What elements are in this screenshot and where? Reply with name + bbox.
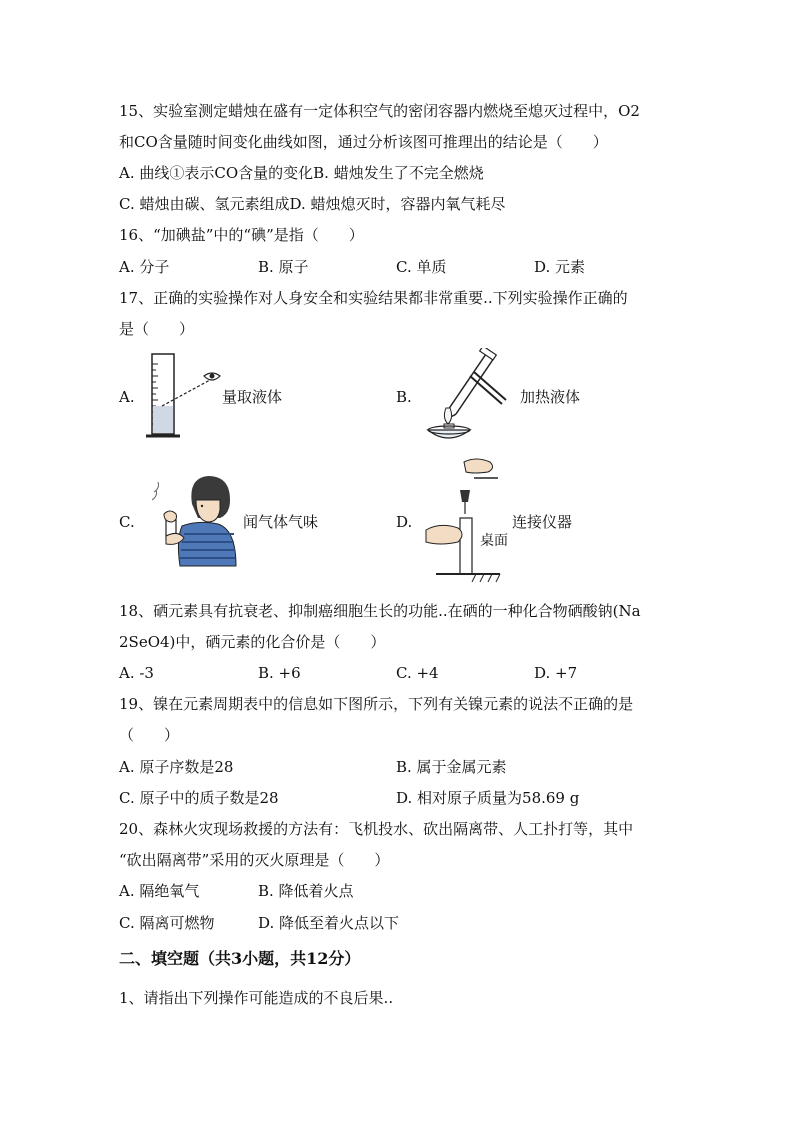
q17-stem-line2: 是（ ） bbox=[119, 320, 195, 338]
q19-stem-line2: （ ） bbox=[119, 726, 180, 744]
q18-option-d: D. +7 bbox=[534, 664, 578, 682]
q18-option-c: C. +4 bbox=[396, 664, 439, 682]
q17-option-d-caption: 连接仪器 bbox=[512, 513, 573, 531]
graduated-cylinder-illustration bbox=[140, 350, 230, 442]
q19-stem-line1: 19、镍在元素周期表中的信息如下图所示，下列有关镍元素的说法不正确的是 bbox=[119, 695, 634, 713]
q17-option-d-letter: D. bbox=[396, 513, 413, 531]
q18-stem-line1: 18、硒元素具有抗衰老、抑制癌细胞生长的功能..在硒的一种化合物硒酸钠(Na bbox=[119, 602, 641, 620]
q20-option-a: A. 隔绝氧气 bbox=[119, 882, 200, 900]
q20-option-b: B. 降低着火点 bbox=[258, 882, 354, 900]
section2-q1-stem: 1、请指出下列操作可能造成的不良后果.. bbox=[119, 989, 394, 1007]
q20-stem-line1: 20、森林火灾现场救援的方法有：飞机投水、砍出隔离带、人工扑打等，其中 bbox=[119, 820, 634, 838]
connecting-apparatus-illustration bbox=[424, 454, 504, 586]
q15-options-ab: A. 曲线①表示CO含量的变化B. 蜡烛发生了不完全燃烧 bbox=[119, 164, 484, 182]
q15-options-cd: C. 蜡烛由碳、氢元素组成D. 蜡烛熄灭时，容器内氧气耗尽 bbox=[119, 195, 506, 213]
q18-option-b: B. +6 bbox=[258, 664, 301, 682]
q16-option-c: C. 单质 bbox=[396, 258, 447, 276]
q16-option-b: B. 原子 bbox=[258, 258, 309, 276]
q18-option-a: A. -3 bbox=[119, 664, 154, 682]
q19-option-d: D. 相对原子质量为58.69 g bbox=[396, 789, 580, 807]
q16-option-d: D. 元素 bbox=[534, 258, 586, 276]
q17-option-a-caption: 量取液体 bbox=[222, 388, 283, 406]
q17-option-d-table-label: 桌面 bbox=[480, 533, 508, 549]
q17-option-a-letter: A. bbox=[119, 388, 135, 406]
q17-option-b-letter: B. bbox=[396, 388, 412, 406]
section-heading: 二、填空题（共3小题，共12分） bbox=[119, 949, 361, 968]
q16-option-a: A. 分子 bbox=[119, 258, 170, 276]
q17-option-b-caption: 加热液体 bbox=[520, 388, 581, 406]
q16-stem: 16、“加碘盐”中的“碘”是指（ ） bbox=[119, 226, 364, 244]
person-smelling-gas-illustration bbox=[148, 470, 240, 568]
q17-stem-line1: 17、正确的实验操作对人身安全和实验结果都非常重要..下列实验操作正确的 bbox=[119, 289, 628, 307]
q15-stem-line1: 15、实验室测定蜡烛在盛有一定体积空气的密闭容器内燃烧至熄灭过程中，O2 bbox=[119, 102, 640, 120]
q17-option-c-caption: 闻气体气味 bbox=[243, 513, 319, 531]
q17-option-c-letter: C. bbox=[119, 513, 135, 531]
q20-stem-line2: “砍出隔离带”采用的灭火原理是（ ） bbox=[119, 851, 390, 869]
q19-option-a: A. 原子序数是28 bbox=[119, 758, 234, 776]
test-tube-heating-illustration bbox=[418, 348, 513, 445]
q15-stem-line2: 和CO含量随时间变化曲线如图，通过分析该图可推理出的结论是（ ） bbox=[119, 133, 608, 151]
q18-stem-line2: 2SeO4)中，硒元素的化合价是（ ） bbox=[119, 633, 386, 651]
q19-option-b: B. 属于金属元素 bbox=[396, 758, 507, 776]
q20-option-c: C. 隔离可燃物 bbox=[119, 914, 215, 932]
q20-option-d: D. 降低至着火点以下 bbox=[258, 914, 400, 932]
q19-option-c: C. 原子中的质子数是28 bbox=[119, 789, 279, 807]
